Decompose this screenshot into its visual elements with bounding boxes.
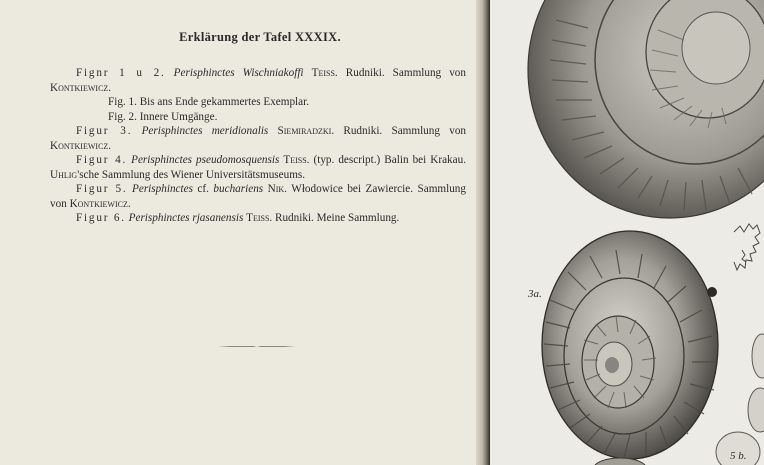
collection-name: Kontkiewicz xyxy=(69,197,128,210)
species-epithet: buchariens xyxy=(213,183,264,195)
species-name: Perisphinctes rjasanensis xyxy=(128,212,244,224)
species-name: Perisphinctes xyxy=(132,183,193,195)
plate-explanation xyxy=(50,66,466,226)
cf-text: cf. xyxy=(192,183,214,195)
ammonite-plate-illustration xyxy=(490,0,764,465)
entry-label: Figur 3. xyxy=(76,125,133,137)
entry-end: 'sche Sammlung des Wiener Universitätsmuseums. xyxy=(77,168,306,181)
author-name: Nik. xyxy=(267,183,287,195)
entry-label: Figur 4. xyxy=(76,154,128,166)
author-name: Teiss. xyxy=(311,67,338,79)
collection-name: Kontkiewicz xyxy=(50,139,109,152)
entry-label: Fignr 1 u 2. xyxy=(76,67,166,79)
suture-line-fragment xyxy=(734,224,760,270)
entry-text: Rudniki. Sammlung von xyxy=(334,125,467,137)
author-name: Siemiradzki. xyxy=(277,125,335,137)
ammonite-top-figure xyxy=(528,0,764,218)
collection-name: Uhlig xyxy=(50,168,78,181)
entry-text: (typ. descript.) Balin bei Krakau. xyxy=(309,154,466,166)
author-name: Teiss. xyxy=(283,154,310,166)
figure-label-3a: 3a. xyxy=(528,288,542,300)
fig-2-caption: Fig. 2. Innere Umgänge. xyxy=(108,110,218,123)
species-name: Perisphinctes Wischniakoffi xyxy=(173,67,304,79)
species-name: Perisphinctes meridionalis xyxy=(141,125,269,137)
right-page-plate xyxy=(490,0,764,465)
entry-end: . xyxy=(108,81,112,94)
entry-figure-4 xyxy=(50,153,466,182)
book-gutter xyxy=(476,0,490,465)
fig-1-caption: Fig. 1. Bis ans Ende gekammertes Exemplar. xyxy=(108,96,310,108)
entry-text: Włodowice bei Zawiercie. Sammlung von xyxy=(50,183,466,210)
entry-figure-6 xyxy=(50,211,466,226)
author-name: Teiss. xyxy=(246,212,273,224)
entry-end: . xyxy=(127,197,131,210)
entry-label: Figur 6. xyxy=(76,212,126,224)
ammonite-figure-3a xyxy=(542,231,718,459)
section-divider xyxy=(218,346,296,347)
species-name: Perisphinctes pseudomosquensis xyxy=(131,154,280,166)
entry-end: . xyxy=(108,139,112,152)
entry-figure-3 xyxy=(50,124,466,153)
entry-text: Rudniki. Sammlung von xyxy=(337,67,466,79)
entry-text: Rudniki. Meine Sammlung. xyxy=(272,212,400,224)
entry-figures-1-2 xyxy=(50,66,466,95)
collection-name: Kontkiewicz xyxy=(50,81,109,94)
plate-heading: Erklärung der Tafel XXXIX. xyxy=(179,30,341,44)
entry-label: Figur 5. xyxy=(76,183,128,195)
figure-label-5b: 5 b. xyxy=(730,450,747,462)
entry-figure-5 xyxy=(50,182,466,211)
